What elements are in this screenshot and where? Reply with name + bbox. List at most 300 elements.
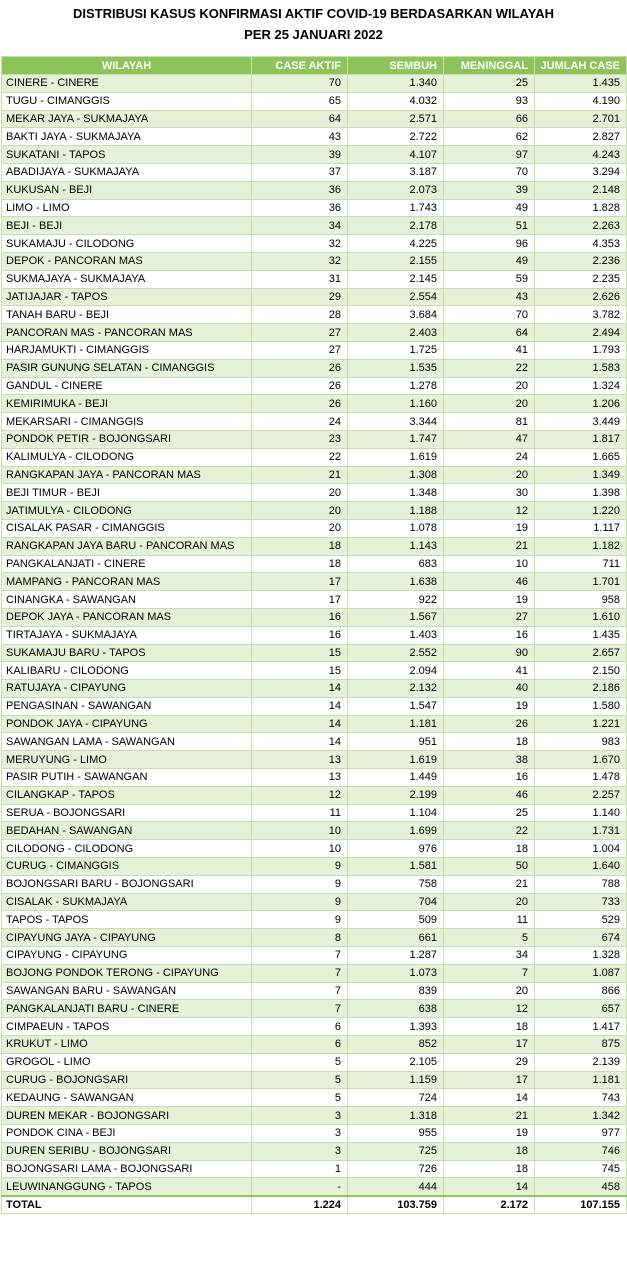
cell-jumlah-case: 2.186 — [535, 680, 627, 698]
cell-case-aktif: 21 — [252, 466, 348, 484]
table-row — [2, 1071, 627, 1089]
cell-sembuh: 726 — [348, 1160, 444, 1178]
cell-jumlah-case: 1.435 — [535, 75, 627, 93]
cell-sembuh: 2.722 — [348, 128, 444, 146]
cell-sembuh: 724 — [348, 1089, 444, 1107]
table-row — [2, 786, 627, 804]
cell-case-aktif: 20 — [252, 484, 348, 502]
table-row — [2, 697, 627, 715]
cell-sembuh: 1.547 — [348, 697, 444, 715]
cell-wilayah: CURUG - CIMANGGIS — [2, 858, 252, 876]
total-case-aktif: 1.224 — [252, 1196, 348, 1214]
cell-jumlah-case: 2.139 — [535, 1053, 627, 1071]
page-title — [0, 0, 627, 56]
cell-sembuh: 661 — [348, 929, 444, 947]
cell-wilayah: GANDUL - CINERE — [2, 377, 252, 395]
cell-jumlah-case: 1.117 — [535, 519, 627, 537]
cell-case-aktif: 37 — [252, 163, 348, 181]
cell-meninggal: 39 — [444, 181, 535, 199]
cell-jumlah-case: 1.324 — [535, 377, 627, 395]
table-row — [2, 573, 627, 591]
cell-case-aktif: 10 — [252, 840, 348, 858]
cell-sembuh: 3.187 — [348, 163, 444, 181]
cell-sembuh: 638 — [348, 1000, 444, 1018]
cell-meninggal: 16 — [444, 626, 535, 644]
table-row — [2, 911, 627, 929]
cell-jumlah-case: 1.583 — [535, 359, 627, 377]
cell-jumlah-case: 1.670 — [535, 751, 627, 769]
cell-sembuh: 1.619 — [348, 751, 444, 769]
cell-wilayah: TIRTAJAYA - SUKMAJAYA — [2, 626, 252, 644]
table-row — [2, 217, 627, 235]
cell-case-aktif: 17 — [252, 573, 348, 591]
cell-meninggal: 21 — [444, 1107, 535, 1125]
cell-wilayah: CINANGKA - SAWANGAN — [2, 591, 252, 609]
cell-jumlah-case: 458 — [535, 1178, 627, 1196]
table-row — [2, 893, 627, 911]
cell-wilayah: CILANGKAP - TAPOS — [2, 786, 252, 804]
cell-wilayah: CISALAK PASAR - CIMANGGIS — [2, 519, 252, 537]
cell-wilayah: HARJAMUKTI - CIMANGGIS — [2, 341, 252, 359]
cell-case-aktif: 14 — [252, 697, 348, 715]
cell-wilayah: BAKTI JAYA - SUKMAJAYA — [2, 128, 252, 146]
cell-meninggal: 17 — [444, 1036, 535, 1054]
cell-sembuh: 1.747 — [348, 430, 444, 448]
cell-meninggal: 50 — [444, 858, 535, 876]
cell-sembuh: 3.684 — [348, 306, 444, 324]
cell-jumlah-case: 1.342 — [535, 1107, 627, 1125]
cell-sembuh: 2.132 — [348, 680, 444, 698]
cell-sembuh: 683 — [348, 555, 444, 573]
cell-jumlah-case: 3.449 — [535, 413, 627, 431]
table-row — [2, 146, 627, 164]
cell-meninggal: 12 — [444, 1000, 535, 1018]
cell-case-aktif: 26 — [252, 359, 348, 377]
cell-case-aktif: 9 — [252, 858, 348, 876]
cell-jumlah-case: 788 — [535, 875, 627, 893]
cell-jumlah-case: 743 — [535, 1089, 627, 1107]
cell-meninggal: 17 — [444, 1071, 535, 1089]
table-row — [2, 324, 627, 342]
cell-sembuh: 725 — [348, 1142, 444, 1160]
cell-meninggal: 90 — [444, 644, 535, 662]
cell-meninggal: 19 — [444, 1125, 535, 1143]
cell-case-aktif: 29 — [252, 288, 348, 306]
cell-sembuh: 1.318 — [348, 1107, 444, 1125]
cell-wilayah: TUGU - CIMANGGIS — [2, 92, 252, 110]
cell-meninggal: 16 — [444, 769, 535, 787]
cell-jumlah-case: 2.701 — [535, 110, 627, 128]
cell-case-aktif: 18 — [252, 537, 348, 555]
table-row — [2, 929, 627, 947]
table-row — [2, 199, 627, 217]
table-body — [2, 75, 627, 1196]
cell-case-aktif: 3 — [252, 1107, 348, 1125]
cell-jumlah-case: 1.731 — [535, 822, 627, 840]
cell-wilayah: KEMIRIMUKA - BEJI — [2, 395, 252, 413]
cell-jumlah-case: 866 — [535, 982, 627, 1000]
cell-jumlah-case: 2.236 — [535, 252, 627, 270]
header-meninggal: MENINGGAL — [444, 57, 535, 75]
cell-wilayah: KALIBARU - CILODONG — [2, 662, 252, 680]
cell-wilayah: KALIMULYA - CILODONG — [2, 448, 252, 466]
cell-meninggal: 20 — [444, 466, 535, 484]
cell-meninggal: 19 — [444, 591, 535, 609]
cell-meninggal: 46 — [444, 573, 535, 591]
cell-wilayah: MERUYUNG - LIMO — [2, 751, 252, 769]
cell-wilayah: BEDAHAN - SAWANGAN — [2, 822, 252, 840]
title-line-2: PER 25 JANUARI 2022 — [244, 27, 383, 42]
cell-case-aktif: 5 — [252, 1053, 348, 1071]
cell-case-aktif: 5 — [252, 1071, 348, 1089]
cell-meninggal: 38 — [444, 751, 535, 769]
cell-meninggal: 5 — [444, 929, 535, 947]
cell-case-aktif: 27 — [252, 341, 348, 359]
table-row — [2, 359, 627, 377]
cell-meninggal: 7 — [444, 964, 535, 982]
cell-meninggal: 19 — [444, 697, 535, 715]
table-row — [2, 733, 627, 751]
table-row — [2, 804, 627, 822]
table-row — [2, 75, 627, 93]
table-row — [2, 128, 627, 146]
cell-case-aktif: 36 — [252, 181, 348, 199]
cell-jumlah-case: 4.190 — [535, 92, 627, 110]
cell-meninggal: 18 — [444, 1142, 535, 1160]
cell-jumlah-case: 2.827 — [535, 128, 627, 146]
cell-case-aktif: 11 — [252, 804, 348, 822]
cell-sembuh: 2.155 — [348, 252, 444, 270]
table-row — [2, 519, 627, 537]
cell-jumlah-case: 958 — [535, 591, 627, 609]
table-row — [2, 1160, 627, 1178]
cell-wilayah: RATUJAYA - CIPAYUNG — [2, 680, 252, 698]
cell-jumlah-case: 1.182 — [535, 537, 627, 555]
cell-wilayah: CILODONG - CILODONG — [2, 840, 252, 858]
cell-meninggal: 20 — [444, 377, 535, 395]
cell-jumlah-case: 4.243 — [535, 146, 627, 164]
cell-wilayah: SAWANGAN LAMA - SAWANGAN — [2, 733, 252, 751]
cell-case-aktif: 32 — [252, 235, 348, 253]
cell-jumlah-case: 1.004 — [535, 840, 627, 858]
cell-wilayah: SERUA - BOJONGSARI — [2, 804, 252, 822]
cell-sembuh: 2.105 — [348, 1053, 444, 1071]
cell-meninggal: 27 — [444, 608, 535, 626]
cell-case-aktif: 22 — [252, 448, 348, 466]
cell-wilayah: PASIR GUNUNG SELATAN - CIMANGGIS — [2, 359, 252, 377]
table-row — [2, 644, 627, 662]
table-row — [2, 982, 627, 1000]
cell-jumlah-case: 746 — [535, 1142, 627, 1160]
table-row — [2, 395, 627, 413]
cell-case-aktif: 7 — [252, 982, 348, 1000]
cell-wilayah: RANGKAPAN JAYA - PANCORAN MAS — [2, 466, 252, 484]
cell-case-aktif: 7 — [252, 964, 348, 982]
cell-jumlah-case: 1.580 — [535, 697, 627, 715]
total-sembuh: 103.759 — [348, 1196, 444, 1214]
table-row — [2, 413, 627, 431]
cell-case-aktif: 7 — [252, 1000, 348, 1018]
cell-meninggal: 41 — [444, 341, 535, 359]
cell-case-aktif: 6 — [252, 1018, 348, 1036]
table-row — [2, 964, 627, 982]
cell-wilayah: BEJI - BEJI — [2, 217, 252, 235]
table-row — [2, 715, 627, 733]
cell-sembuh: 1.143 — [348, 537, 444, 555]
cell-sembuh: 2.554 — [348, 288, 444, 306]
cell-wilayah: CINERE - CINERE — [2, 75, 252, 93]
cell-case-aktif: 23 — [252, 430, 348, 448]
table-row — [2, 822, 627, 840]
cell-case-aktif: 7 — [252, 947, 348, 965]
cell-case-aktif: 64 — [252, 110, 348, 128]
header-wilayah: WILAYAH — [2, 57, 252, 75]
cell-wilayah: CIPAYUNG JAYA - CIPAYUNG — [2, 929, 252, 947]
cell-jumlah-case: 1.087 — [535, 964, 627, 982]
cell-sembuh: 1.619 — [348, 448, 444, 466]
cell-case-aktif: 31 — [252, 270, 348, 288]
table-row — [2, 751, 627, 769]
cell-jumlah-case: 2.494 — [535, 324, 627, 342]
cell-wilayah: TAPOS - TAPOS — [2, 911, 252, 929]
cell-sembuh: 2.145 — [348, 270, 444, 288]
cell-meninggal: 47 — [444, 430, 535, 448]
cell-jumlah-case: 529 — [535, 911, 627, 929]
cell-jumlah-case: 2.626 — [535, 288, 627, 306]
table-row — [2, 1178, 627, 1196]
cell-wilayah: KRUKUT - LIMO — [2, 1036, 252, 1054]
cell-meninggal: 43 — [444, 288, 535, 306]
covid-table — [1, 56, 627, 1214]
table-header-row — [2, 57, 627, 75]
cell-sembuh: 1.535 — [348, 359, 444, 377]
cell-case-aktif: 3 — [252, 1142, 348, 1160]
table-row — [2, 1142, 627, 1160]
cell-sembuh: 1.340 — [348, 75, 444, 93]
cell-sembuh: 976 — [348, 840, 444, 858]
cell-jumlah-case: 1.817 — [535, 430, 627, 448]
table-row — [2, 1000, 627, 1018]
cell-meninggal: 49 — [444, 199, 535, 217]
cell-jumlah-case: 1.206 — [535, 395, 627, 413]
cell-meninggal: 81 — [444, 413, 535, 431]
cell-case-aktif: 18 — [252, 555, 348, 573]
cell-wilayah: LEUWINANGGUNG - TAPOS — [2, 1178, 252, 1196]
cell-sembuh: 922 — [348, 591, 444, 609]
cell-wilayah: BEJI TIMUR - BEJI — [2, 484, 252, 502]
cell-meninggal: 20 — [444, 982, 535, 1000]
cell-wilayah: ABADIJAYA - SUKMAJAYA — [2, 163, 252, 181]
cell-wilayah: TANAH BARU - BEJI — [2, 306, 252, 324]
title-line-1: DISTRIBUSI KASUS KONFIRMASI AKTIF COVID-19 BERDASARKAN WILAYAH — [72, 6, 555, 21]
cell-case-aktif: 36 — [252, 199, 348, 217]
header-jumlah-case: JUMLAH CASE — [535, 57, 627, 75]
table-row — [2, 270, 627, 288]
table-row — [2, 537, 627, 555]
cell-meninggal: 22 — [444, 822, 535, 840]
cell-case-aktif: 27 — [252, 324, 348, 342]
cell-case-aktif: 15 — [252, 662, 348, 680]
cell-wilayah: CIPAYUNG - CIPAYUNG — [2, 947, 252, 965]
table-row — [2, 448, 627, 466]
cell-jumlah-case: 1.793 — [535, 341, 627, 359]
cell-jumlah-case: 2.257 — [535, 786, 627, 804]
cell-sembuh: 1.073 — [348, 964, 444, 982]
table-row — [2, 608, 627, 626]
cell-sembuh: 839 — [348, 982, 444, 1000]
cell-wilayah: MEKAR JAYA - SUKMAJAYA — [2, 110, 252, 128]
cell-jumlah-case: 1.435 — [535, 626, 627, 644]
cell-meninggal: 59 — [444, 270, 535, 288]
cell-wilayah: CISALAK - SUKMAJAYA — [2, 893, 252, 911]
cell-meninggal: 19 — [444, 519, 535, 537]
table-row — [2, 484, 627, 502]
cell-jumlah-case: 2.235 — [535, 270, 627, 288]
cell-jumlah-case: 983 — [535, 733, 627, 751]
cell-sembuh: 1.078 — [348, 519, 444, 537]
cell-wilayah: JATIJAJAR - TAPOS — [2, 288, 252, 306]
cell-wilayah: KEDAUNG - SAWANGAN — [2, 1089, 252, 1107]
cell-sembuh: 1.159 — [348, 1071, 444, 1089]
table-row — [2, 1089, 627, 1107]
cell-jumlah-case: 1.665 — [535, 448, 627, 466]
cell-case-aktif: 3 — [252, 1125, 348, 1143]
cell-wilayah: BOJONGSARI LAMA - BOJONGSARI — [2, 1160, 252, 1178]
cell-jumlah-case: 3.294 — [535, 163, 627, 181]
cell-jumlah-case: 674 — [535, 929, 627, 947]
cell-meninggal: 29 — [444, 1053, 535, 1071]
cell-case-aktif: 14 — [252, 680, 348, 698]
cell-wilayah: MAMPANG - PANCORAN MAS — [2, 573, 252, 591]
cell-meninggal: 10 — [444, 555, 535, 573]
cell-wilayah: PENGASINAN - SAWANGAN — [2, 697, 252, 715]
cell-jumlah-case: 2.657 — [535, 644, 627, 662]
total-meninggal: 2.172 — [444, 1196, 535, 1214]
cell-wilayah: PONDOK CINA - BEJI — [2, 1125, 252, 1143]
cell-case-aktif: 15 — [252, 644, 348, 662]
cell-case-aktif: 65 — [252, 92, 348, 110]
cell-jumlah-case: 657 — [535, 1000, 627, 1018]
cell-case-aktif: 9 — [252, 893, 348, 911]
cell-case-aktif: 32 — [252, 252, 348, 270]
cell-jumlah-case: 1.220 — [535, 502, 627, 520]
cell-meninggal: 70 — [444, 306, 535, 324]
cell-case-aktif: 13 — [252, 769, 348, 787]
table-row — [2, 288, 627, 306]
cell-jumlah-case: 1.828 — [535, 199, 627, 217]
cell-meninggal: 20 — [444, 893, 535, 911]
cell-wilayah: PONDOK JAYA - CIPAYUNG — [2, 715, 252, 733]
cell-meninggal: 96 — [444, 235, 535, 253]
cell-case-aktif: 14 — [252, 733, 348, 751]
cell-sembuh: 758 — [348, 875, 444, 893]
cell-meninggal: 12 — [444, 502, 535, 520]
cell-wilayah: DUREN SERIBU - BOJONGSARI — [2, 1142, 252, 1160]
cell-sembuh: 1.348 — [348, 484, 444, 502]
cell-wilayah: BOJONGSARI BARU - BOJONGSARI — [2, 875, 252, 893]
table-row — [2, 1036, 627, 1054]
table-row — [2, 1053, 627, 1071]
cell-jumlah-case: 711 — [535, 555, 627, 573]
cell-meninggal: 25 — [444, 75, 535, 93]
cell-sembuh: 1.725 — [348, 341, 444, 359]
cell-jumlah-case: 1.349 — [535, 466, 627, 484]
cell-meninggal: 26 — [444, 715, 535, 733]
cell-case-aktif: 9 — [252, 911, 348, 929]
cell-meninggal: 18 — [444, 1160, 535, 1178]
cell-jumlah-case: 1.640 — [535, 858, 627, 876]
cell-sembuh: 1.638 — [348, 573, 444, 591]
cell-meninggal: 18 — [444, 1018, 535, 1036]
cell-wilayah: SUKATANI - TAPOS — [2, 146, 252, 164]
cell-sembuh: 1.287 — [348, 947, 444, 965]
cell-meninggal: 51 — [444, 217, 535, 235]
cell-wilayah: SUKAMAJU - CILODONG — [2, 235, 252, 253]
cell-meninggal: 25 — [444, 804, 535, 822]
cell-wilayah: DUREN MEKAR - BOJONGSARI — [2, 1107, 252, 1125]
table-row — [2, 110, 627, 128]
cell-sembuh: 704 — [348, 893, 444, 911]
cell-wilayah: DEPOK - PANCORAN MAS — [2, 252, 252, 270]
cell-sembuh: 2.094 — [348, 662, 444, 680]
cell-jumlah-case: 1.398 — [535, 484, 627, 502]
cell-sembuh: 2.552 — [348, 644, 444, 662]
cell-sembuh: 1.104 — [348, 804, 444, 822]
cell-jumlah-case: 1.610 — [535, 608, 627, 626]
cell-wilayah: PANCORAN MAS - PANCORAN MAS — [2, 324, 252, 342]
cell-wilayah: RANGKAPAN JAYA BARU - PANCORAN MAS — [2, 537, 252, 555]
cell-meninggal: 21 — [444, 537, 535, 555]
cell-jumlah-case: 1.478 — [535, 769, 627, 787]
cell-sembuh: 3.344 — [348, 413, 444, 431]
cell-jumlah-case: 745 — [535, 1160, 627, 1178]
cell-meninggal: 70 — [444, 163, 535, 181]
table-row — [2, 1018, 627, 1036]
cell-sembuh: 1.188 — [348, 502, 444, 520]
cell-meninggal: 66 — [444, 110, 535, 128]
cell-case-aktif: 39 — [252, 146, 348, 164]
cell-case-aktif: 14 — [252, 715, 348, 733]
cell-wilayah: KUKUSAN - BEJI — [2, 181, 252, 199]
table-row — [2, 858, 627, 876]
cell-sembuh: 1.308 — [348, 466, 444, 484]
cell-meninggal: 64 — [444, 324, 535, 342]
cell-wilayah: LIMO - LIMO — [2, 199, 252, 217]
table-row — [2, 235, 627, 253]
table-row — [2, 662, 627, 680]
cell-sembuh: 1.403 — [348, 626, 444, 644]
cell-case-aktif: 43 — [252, 128, 348, 146]
cell-jumlah-case: 1.181 — [535, 1071, 627, 1089]
cell-jumlah-case: 1.140 — [535, 804, 627, 822]
cell-case-aktif: 12 — [252, 786, 348, 804]
cell-meninggal: 41 — [444, 662, 535, 680]
cell-wilayah: BOJONG PONDOK TERONG - CIPAYUNG — [2, 964, 252, 982]
table-row — [2, 377, 627, 395]
cell-sembuh: 509 — [348, 911, 444, 929]
cell-meninggal: 40 — [444, 680, 535, 698]
cell-sembuh: 1.699 — [348, 822, 444, 840]
cell-sembuh: 1.278 — [348, 377, 444, 395]
cell-sembuh: 2.199 — [348, 786, 444, 804]
cell-jumlah-case: 2.150 — [535, 662, 627, 680]
cell-case-aktif: 34 — [252, 217, 348, 235]
table-row — [2, 252, 627, 270]
cell-case-aktif: 20 — [252, 519, 348, 537]
table-row — [2, 430, 627, 448]
cell-case-aktif: 26 — [252, 377, 348, 395]
cell-case-aktif: 13 — [252, 751, 348, 769]
